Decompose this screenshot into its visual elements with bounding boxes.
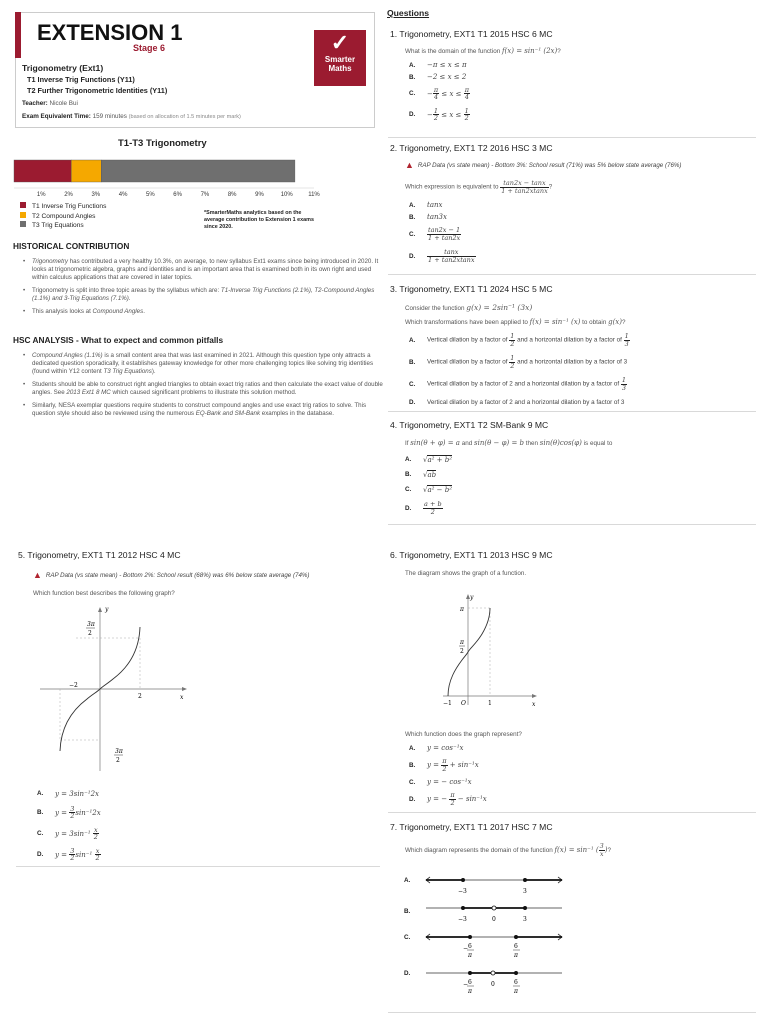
stage-label: Stage 6	[133, 43, 166, 53]
svg-text:6: 6	[514, 979, 518, 986]
q4-title: 4. Trigonometry, EXT1 T2 SM-Bank 9 MC	[390, 420, 549, 430]
q6-text: The diagram shows the graph of a function.	[405, 570, 527, 577]
svg-text:π: π	[460, 639, 464, 646]
legend-item-t1: T1 Inverse Trig Functions	[20, 202, 106, 212]
svg-text:−2: −2	[69, 682, 78, 689]
x-tick-label: 3%	[91, 192, 101, 198]
q6-option-a[interactable]: A. y = cos⁻¹x	[409, 744, 464, 752]
separator	[388, 1012, 756, 1013]
chart-legend	[20, 202, 106, 231]
q4-option-a[interactable]: A. √a² + b²	[405, 455, 453, 464]
q5-text: Which function best describes the following graph?	[33, 590, 175, 597]
svg-text:π: π	[514, 952, 518, 959]
x-tick-label: 1%	[36, 192, 46, 198]
q5-option-c[interactable]: C. y = 3sin⁻¹ $\frac{x}{2}$	[37, 825, 98, 841]
svg-text:y: y	[105, 606, 109, 613]
bar-segment-t2	[71, 160, 101, 182]
svg-text:x: x	[180, 694, 184, 701]
x-tick-label: 4%	[118, 192, 128, 198]
q4-text: If sin(θ + φ) = a and sin(θ − φ) = b then sin(θ)cos(φ) is equal to	[405, 439, 613, 447]
svg-text:6: 6	[514, 943, 518, 950]
q6-option-b[interactable]: B. y = $\frac{\pi}{2}$ + sin⁻¹x	[409, 757, 479, 773]
svg-text:−1: −1	[443, 700, 452, 707]
warning-icon: ▲	[33, 570, 42, 580]
q2-option-d[interactable]: D. $\frac{\tan x}{1 + \tan 2xtanx}$	[409, 248, 475, 264]
x-tick-label: 6%	[173, 192, 182, 198]
svg-text:3: 3	[523, 888, 527, 895]
q4-option-b[interactable]: B. √ab	[405, 470, 437, 479]
q7-numberline-d	[422, 965, 567, 1005]
q3-text-1: Consider the function g(x) = 2sin⁻¹ (3x)	[405, 303, 533, 312]
q7-numberline-a	[422, 872, 567, 898]
svg-text:0: 0	[491, 981, 495, 988]
q4-option-d[interactable]: D. $\frac{a + b}{2}$	[405, 500, 442, 516]
q7-text: Which diagram represents the domain of the function f(x) = sin⁻¹ ( $\frac{3}{x}$ )?	[405, 842, 611, 858]
svg-text:x: x	[532, 701, 536, 708]
svg-text:2: 2	[88, 630, 92, 637]
topic-title: Trigonometry (Ext1)	[22, 63, 104, 73]
q1-title: 1. Trigonometry, EXT1 T1 2015 HSC 6 MC	[390, 29, 553, 39]
svg-text:3: 3	[523, 916, 527, 923]
q5-option-d[interactable]: D. y = $\frac{3}{2}$ sin⁻¹ $\frac{x}{2}$	[37, 846, 100, 862]
svg-text:3π: 3π	[115, 748, 123, 755]
q2-option-c[interactable]: C. $\frac{\tan 2x - 1}{1 + \tan 2x}$	[409, 226, 461, 242]
separator	[388, 411, 756, 412]
svg-text:π: π	[514, 988, 518, 995]
historical-bullet-1: • Trigonometry has contributed a very healthy 10.3%, on average, to new syllabus Ext1 exams since being introduced in 2020. It looks at trigonometric algebra, graphs and identities and is an important area that is examined both in its own right and used within calculus applications that are covered in later topics.	[23, 258, 383, 282]
x-tick-label: 9%	[255, 192, 264, 198]
svg-text:−3: −3	[458, 888, 467, 895]
q7-title: 7. Trigonometry, EXT1 T1 2017 HSC 7 MC	[390, 822, 553, 832]
x-tick-label: 8%	[227, 192, 237, 198]
q6-graph	[440, 590, 540, 710]
x-tick-label: 7%	[200, 192, 210, 198]
q3-option-a[interactable]: A. Vertical dilation by a factor of $\frac{1}{2}$ and a horizontal dilation by a factor of $\frac{1}{3}$	[409, 332, 629, 348]
check-icon: ✓	[330, 30, 350, 55]
x-tick-label: 11%	[308, 192, 320, 198]
smartermaths-logo: ✓ Smarter Maths	[314, 30, 366, 86]
q3-options	[409, 329, 749, 409]
separator	[388, 812, 756, 813]
q6-text-2: Which function does the graph represent?	[405, 731, 522, 738]
q4-option-c[interactable]: C. √a² − b²	[405, 485, 453, 494]
q4-options	[405, 452, 452, 519]
historical-heading: HISTORICAL CONTRIBUTION	[13, 241, 130, 251]
hsc-bullet-2: • Students should be able to construct right angled triangles to obtain exact trig ratios and then calculate the exact value of double angles. See 2013 Ext1 8 MC which caused significant problems to illustrate this solution method.	[23, 381, 383, 397]
legend-swatch-t2	[20, 212, 26, 218]
hsc-heading: HSC ANALYSIS - What to expect and common pitfalls	[13, 335, 224, 345]
x-tick-label: 2%	[64, 192, 73, 198]
separator	[388, 274, 756, 275]
q2-options	[409, 199, 476, 267]
svg-text:6: 6	[468, 979, 472, 986]
hsc-bullets	[23, 352, 383, 423]
q6-option-d[interactable]: D. y = − $\frac{\pi}{2}$ − sin⁻¹x	[409, 791, 487, 807]
svg-text:3π: 3π	[87, 621, 95, 628]
q7-option-c[interactable]: C.	[404, 933, 411, 941]
subtopic-1: T1 Inverse Trig Functions (Y11)	[27, 75, 135, 84]
q7-option-d[interactable]: D.	[404, 969, 411, 977]
historical-bullet-3: • This analysis looks at Compound Angles.	[23, 308, 383, 316]
svg-text:O: O	[461, 700, 466, 707]
q3-option-b[interactable]: B. Vertical dilation by a factor of $\frac{1}{2}$ and a horizontal dilation by a factor of 3	[409, 354, 628, 370]
warning-icon: ▲	[405, 160, 414, 170]
q1-option-d[interactable]: D. − $\frac{1}{2}$ ≤ x ≤ $\frac{1}{2}$	[409, 106, 469, 122]
legend-item-t3: T3 Trig Equations	[20, 221, 106, 231]
contribution-chart	[10, 152, 320, 200]
x-tick-label: 5%	[146, 192, 155, 198]
svg-text:y: y	[470, 594, 474, 601]
q5-option-a[interactable]: A. y = 3sin⁻¹2x	[37, 789, 99, 798]
separator	[388, 137, 756, 138]
svg-text:2: 2	[460, 648, 464, 655]
q3-text-2: Which transformations have been applied to f(x) = sin⁻¹ (x) to obtain g(x)?	[405, 318, 626, 326]
separator	[16, 866, 380, 867]
historical-bullet-2: • Trigonometry is split into three topic areas by the syllabus which are: T1-Inverse Trig Functions (2.1%), T2-Compound Angles (1.1%) and 3-Trig Equations (7.1%).	[23, 287, 383, 303]
svg-text:−: −	[463, 945, 469, 952]
svg-text:6: 6	[468, 943, 472, 950]
teacher-line: Teacher: Nicole Bui	[22, 100, 78, 107]
q7-option-a[interactable]: A.	[404, 876, 411, 884]
q7-option-b[interactable]: B.	[404, 907, 411, 915]
svg-text:−: −	[463, 981, 469, 988]
q3-option-c[interactable]: C. Vertical dilation by a factor of 2 and a horizontal dilation by a factor of $\frac{1}{3}$	[409, 376, 627, 392]
svg-text:π: π	[468, 988, 472, 995]
hsc-bullet-1: • Compound Angles (1.1%) is a small content area that was last examined in 2021. Although this question type only attracts a dedicated question sporadically, it establishes gateway knowledge for other more challenging topics like solving trig identities (found within Y12 content T3 Trig Equations).	[23, 352, 383, 376]
legend-item-t2: T2 Compound Angles	[20, 212, 106, 222]
historical-bullets	[23, 258, 383, 321]
chart-title: T1-T3 Trigonometry	[118, 138, 207, 149]
svg-text:2: 2	[116, 757, 120, 764]
bar-segment-t1	[14, 160, 71, 182]
bar-segment-t3	[101, 160, 295, 182]
legend-swatch-t1	[20, 202, 26, 208]
exam-time-line: Exam Equivalent Time: 159 minutes (based on allocation of 1.5 minutes per mark)	[22, 113, 241, 120]
q2-option-b[interactable]: B. tan3x	[409, 213, 447, 221]
q5-options	[37, 785, 101, 865]
q1-options	[409, 59, 470, 125]
chart-note: *SmarterMaths analytics based on the average contribution to Extension 1 exams since 2020.	[204, 210, 314, 230]
separator	[388, 524, 756, 525]
svg-text:π: π	[460, 606, 464, 613]
q6-options	[409, 741, 487, 809]
q5-title: 5. Trigonometry, EXT1 T1 2012 HSC 4 MC	[18, 550, 181, 560]
q2-title: 2. Trigonometry, EXT1 T2 2016 HSC 3 MC	[390, 143, 553, 153]
questions-heading: Questions	[387, 8, 430, 18]
q5-option-b[interactable]: B. y = $\frac{3}{2}$ sin⁻¹2x	[37, 804, 101, 820]
q1-option-a[interactable]: A. −π ≤ x ≤ π	[409, 61, 467, 69]
page-title: EXTENSION 1	[37, 20, 183, 45]
legend-swatch-t3	[20, 221, 26, 227]
svg-text:π: π	[468, 952, 472, 959]
q7-numberline-c	[422, 929, 567, 965]
header-accent-bar	[15, 12, 21, 58]
q3-title: 3. Trigonometry, EXT1 T1 2024 HSC 5 MC	[390, 284, 553, 294]
q6-title: 6. Trigonometry, EXT1 T1 2013 HSC 9 MC	[390, 550, 553, 560]
q1-option-b[interactable]: B. −2 ≤ x ≤ 2	[409, 73, 467, 81]
x-tick-label: 10%	[280, 192, 293, 198]
hsc-bullet-3: • Similarly, NESA exemplar questions require students to construct compound angles and use exact trig ratios to solve. This question style should also be reviewed using the numerous EQ-Bank and SM-Bank examples in the database.	[23, 402, 383, 418]
q3-option-d[interactable]: D. Vertical dilation by a factor of 2 and a horizontal dilation by a factor of 3	[409, 398, 625, 406]
svg-text:1: 1	[488, 700, 492, 707]
q2-rap: ▲ RAP Data (vs state mean) - Bottom 3%: School result (71%) was 5% below state average (76%)	[405, 160, 682, 170]
q2-text: Which expression is equivalent to $\frac{\tan 2x - \tan x}{1 + \tan 2xtanx}$ ?	[405, 179, 553, 195]
svg-text:0: 0	[492, 916, 496, 923]
svg-text:2: 2	[138, 693, 142, 700]
subtopic-2: T2 Further Trigonometric Identities (Y11)	[27, 86, 168, 95]
q5-rap: ▲ RAP Data (vs state mean) - Bottom 2%: School result (68%) was 6% below state average (74%)	[33, 570, 310, 580]
q7-numberline-b	[422, 900, 567, 926]
svg-text:−3: −3	[458, 916, 467, 923]
q1-option-c[interactable]: C. − $\frac{\pi}{4}$ ≤ x ≤ $\frac{\pi}{4}$	[409, 85, 470, 101]
q5-graph	[35, 603, 190, 773]
q6-option-c[interactable]: C. y = − cos⁻¹x	[409, 778, 472, 786]
q2-option-a[interactable]: A. tanx	[409, 201, 443, 209]
q1-text: What is the domain of the function f(x) = sin⁻¹ (2x)?	[405, 47, 561, 55]
